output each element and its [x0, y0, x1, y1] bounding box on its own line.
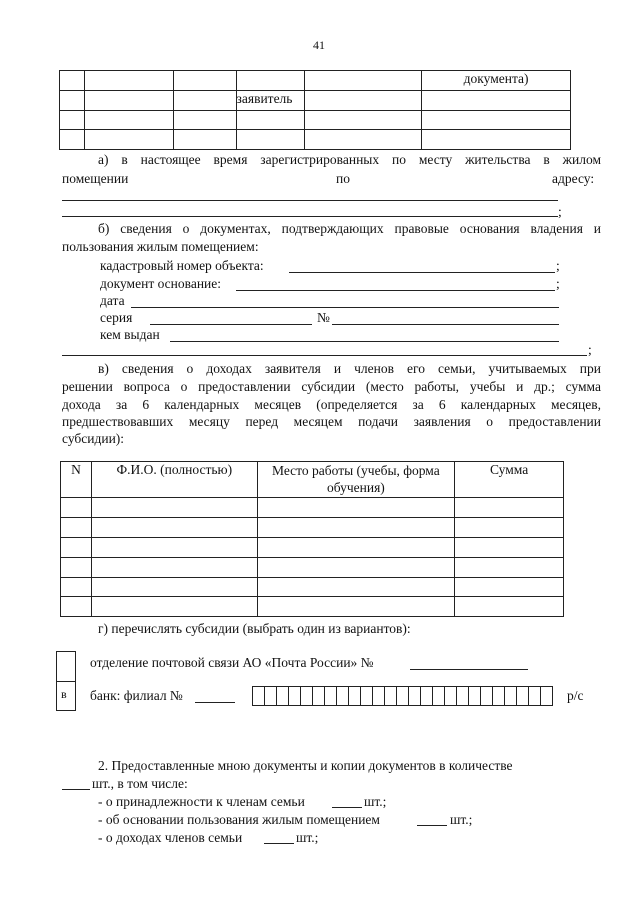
table-cell	[60, 111, 85, 130]
table-cell	[422, 91, 571, 111]
issued-by-input-2[interactable]	[62, 355, 587, 356]
section-b-line1: б) сведения о документах, подтверждающих правовые основания владения и	[98, 221, 601, 236]
income-count-input[interactable]	[264, 843, 294, 844]
table-cell	[84, 91, 173, 111]
table-cell	[60, 91, 85, 111]
series-label: серия	[100, 310, 133, 325]
table-cell[interactable]	[455, 578, 564, 597]
table-cell	[173, 130, 236, 150]
table-cell[interactable]	[61, 498, 92, 518]
table-cell	[422, 130, 571, 150]
top-table	[59, 70, 571, 150]
cadastral-input[interactable]	[289, 272, 555, 273]
table-cell	[173, 71, 236, 91]
semicolon: ;	[556, 276, 560, 291]
table-cell[interactable]	[257, 538, 455, 558]
table-cell	[422, 111, 571, 130]
item-housing-label: - об основании пользования жилым помещением	[98, 812, 380, 827]
account-label: р/с	[567, 688, 584, 703]
date-label: дата	[100, 293, 125, 308]
payment-checkbox[interactable]	[56, 651, 76, 711]
table-cell[interactable]	[61, 518, 92, 538]
doc-basis-input[interactable]	[236, 290, 555, 291]
section-v-line1: в) сведения о доходах заявителя и членов его семьи, учитываемых при	[98, 361, 601, 376]
item-family-label: - о принадлежности к членам семьи	[98, 794, 305, 809]
table-cell[interactable]	[455, 538, 564, 558]
section-a-word1: помещении	[62, 171, 129, 186]
table-cell[interactable]	[91, 498, 257, 518]
account-number-boxes[interactable]	[252, 686, 552, 708]
table-cell	[173, 91, 236, 111]
doc-basis-label: документ основание:	[100, 276, 222, 291]
table-cell	[236, 91, 304, 111]
income-table	[60, 461, 564, 617]
table-cell[interactable]	[91, 538, 257, 558]
table-cell	[304, 111, 422, 130]
section-a-word2: по	[336, 171, 350, 186]
table-cell	[236, 111, 304, 130]
checkbox-mark: в	[61, 687, 67, 701]
cell-text: заявитель	[236, 91, 293, 106]
table-cell[interactable]	[61, 578, 92, 597]
section-b-line2: пользования жилым помещением:	[62, 239, 259, 254]
table-cell[interactable]	[455, 558, 564, 578]
post-option-label: отделение почтовой связи АО «Почта России» №	[90, 655, 374, 670]
table-cell	[84, 130, 173, 150]
cadastral-label: кадастровый номер объекта:	[100, 258, 264, 273]
section-g-title: г) перечислять субсидии (выбрать один из вариантов):	[98, 621, 411, 636]
header-name: Ф.И.О. (полностью)	[91, 462, 257, 498]
table-cell[interactable]	[257, 558, 455, 578]
address-line-1[interactable]	[62, 200, 558, 201]
header-workplace: Место работы (учебы, форма обучения)	[257, 462, 455, 498]
section-a-line1: а) в настоящее время зарегистрированных по месту жительства в жилом	[98, 152, 601, 167]
section-a-word3: адресу:	[552, 171, 595, 186]
account-digit-box[interactable]	[540, 686, 553, 706]
housing-count-input[interactable]	[417, 825, 447, 826]
table-cell	[304, 130, 422, 150]
header-n: N	[61, 462, 92, 498]
address-line-2[interactable]	[62, 216, 558, 217]
section-v-line3: дохода за 6 календарных месяцев (определяется за 6 календарных месяцев,	[62, 397, 601, 412]
date-input[interactable]	[131, 307, 559, 308]
table-cell	[60, 71, 85, 91]
table-cell[interactable]	[61, 597, 92, 617]
table-cell[interactable]	[455, 518, 564, 538]
table-cell[interactable]	[61, 558, 92, 578]
table-cell[interactable]	[257, 597, 455, 617]
table-cell	[422, 71, 571, 91]
table-cell	[236, 130, 304, 150]
total-count-input[interactable]	[62, 789, 90, 790]
section-v-line5: субсидии):	[62, 431, 125, 446]
semicolon: ;	[556, 258, 560, 273]
issued-by-input[interactable]	[170, 341, 559, 342]
item-family-suffix: шт.;	[364, 794, 387, 809]
table-cell	[173, 111, 236, 130]
header-sum: Сумма	[455, 462, 564, 498]
table-cell[interactable]	[257, 578, 455, 597]
bank-option-label: банк: филиал №	[90, 688, 183, 703]
table-cell	[304, 91, 422, 111]
table-cell[interactable]	[91, 558, 257, 578]
table-cell	[84, 71, 173, 91]
bank-branch-input[interactable]	[195, 702, 235, 703]
section-v-line4: предшествовавших месяцу перед месяцем подачи заявления о предоставлении	[62, 414, 601, 429]
table-cell[interactable]	[455, 498, 564, 518]
section-2-line2: шт., в том числе:	[92, 776, 188, 791]
page-number: 41	[313, 38, 325, 52]
semicolon: ;	[588, 342, 592, 357]
section-v-line2: решении вопроса о предоставлении субсидии (место работы, учебы и др.; сумма	[62, 379, 601, 394]
family-count-input[interactable]	[332, 807, 362, 808]
table-cell[interactable]	[91, 578, 257, 597]
series-input[interactable]	[150, 324, 312, 325]
section-2-line1: 2. Предоставленные мною документы и копии документов в количестве	[98, 758, 513, 773]
table-cell	[304, 71, 422, 91]
table-cell[interactable]	[91, 518, 257, 538]
table-cell[interactable]	[257, 498, 455, 518]
table-cell[interactable]	[91, 597, 257, 617]
item-income-suffix: шт.;	[296, 830, 319, 845]
number-input[interactable]	[332, 324, 559, 325]
table-cell[interactable]	[61, 538, 92, 558]
table-cell	[236, 71, 304, 91]
table-cell[interactable]	[257, 518, 455, 538]
cell-text: документа)	[463, 71, 529, 86]
table-cell	[84, 111, 173, 130]
table-cell[interactable]	[455, 597, 564, 617]
item-housing-suffix: шт.;	[450, 812, 473, 827]
post-office-number-input[interactable]	[410, 669, 528, 670]
table-cell	[60, 130, 85, 150]
semicolon: ;	[558, 204, 562, 219]
item-income-label: - о доходах членов семьи	[98, 830, 243, 845]
number-sign: №	[317, 310, 330, 325]
issued-by-label: кем выдан	[100, 327, 160, 342]
